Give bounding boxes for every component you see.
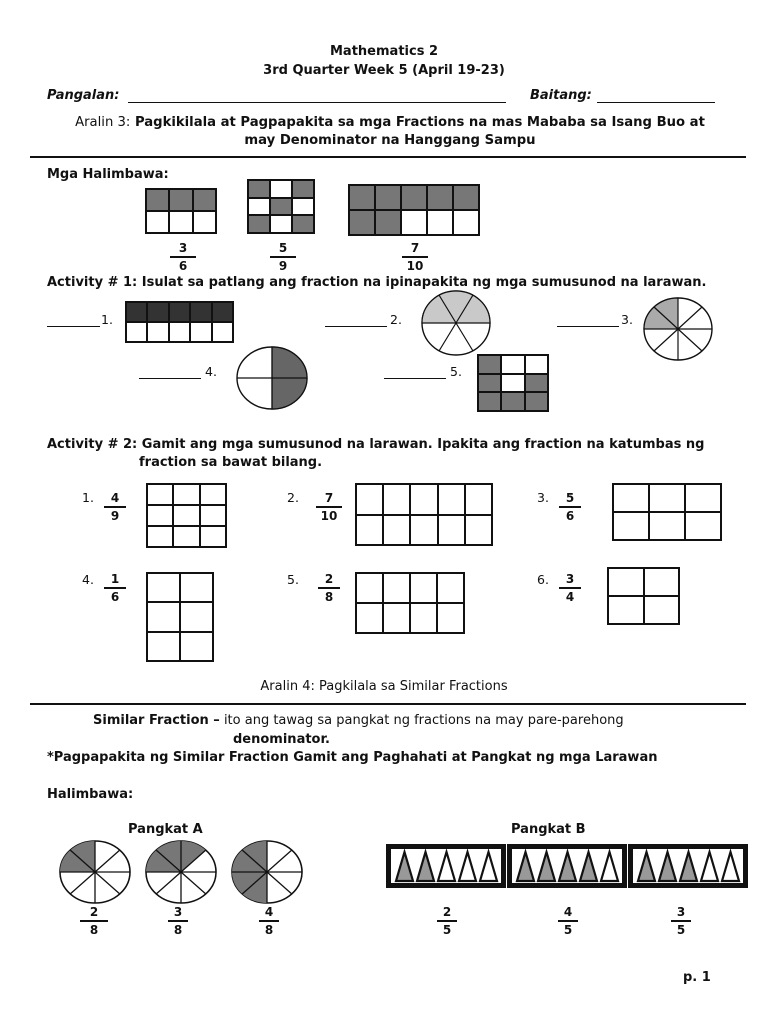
activity2-title-line1: Activity # 2: Gamit ang mga sumusunod na larawan. Ipakita ang fraction na katumbas ng — [47, 437, 705, 452]
lesson3-title-line2: may Denominator na Hanggang Sampu — [244, 133, 536, 148]
definition-text: ito ang tawag sa pangkat ng fractions na may pare-parehong — [219, 713, 624, 728]
divider — [30, 703, 746, 705]
denominator: 5 — [563, 923, 573, 937]
denominator: 5 — [676, 923, 686, 937]
item-number: 1. — [82, 490, 94, 505]
group-a-fraction — [259, 905, 279, 937]
group-a-circle-3-8 — [144, 839, 218, 905]
group-b-fraction — [558, 905, 578, 937]
lesson3-prefix: Aralin 3: — [75, 115, 131, 130]
item-number: 4. — [205, 364, 217, 379]
given-fraction — [104, 491, 126, 523]
group-b-triangle-strips — [386, 844, 748, 888]
numerator: 3 — [178, 241, 188, 255]
page-number: p. 1 — [683, 970, 711, 985]
example-fraction — [270, 241, 296, 273]
examples-label: Mga Halimbawa: — [47, 167, 169, 182]
group-b-fraction — [671, 905, 691, 937]
shading-grid[interactable] — [607, 567, 680, 625]
activity1-grid-1 — [125, 301, 234, 343]
denominator: 8 — [89, 923, 99, 937]
denominator: 4 — [565, 590, 575, 604]
activity1-circle-4 — [236, 346, 308, 410]
numerator: 7 — [410, 241, 420, 255]
shading-grid[interactable] — [355, 483, 493, 546]
shading-grid[interactable] — [355, 572, 465, 634]
item-number: 3. — [537, 490, 549, 505]
denominator: 9 — [110, 509, 120, 523]
shading-grid[interactable] — [146, 572, 214, 662]
activity2-title — [47, 436, 704, 472]
lesson3-title — [40, 114, 740, 150]
answer-blank[interactable] — [384, 378, 446, 379]
item-number: 2. — [287, 490, 299, 505]
item-number: 5. — [287, 572, 299, 587]
given-fraction — [316, 491, 342, 523]
definition — [93, 713, 624, 728]
numerator: 3 — [565, 572, 575, 586]
denominator: 10 — [406, 259, 424, 273]
group-a-fraction — [80, 905, 108, 937]
group-b-label: Pangkat B — [511, 822, 586, 837]
denominator: 8 — [173, 923, 183, 937]
shading-grid[interactable] — [612, 483, 722, 541]
given-fraction — [104, 572, 126, 604]
item-number: 3. — [621, 312, 633, 327]
item-number: 4. — [82, 572, 94, 587]
numerator: 2 — [89, 905, 99, 919]
activity1-grid-5 — [477, 354, 549, 412]
activity1-circle-2 — [421, 290, 491, 356]
numerator: 5 — [278, 241, 288, 255]
given-fraction — [559, 572, 581, 604]
name-blank[interactable] — [128, 102, 506, 103]
example-grid-7-10 — [348, 184, 480, 236]
lesson4-title: Aralin 4: Pagkilala sa Similar Fractions — [260, 679, 508, 694]
denominator: 6 — [178, 259, 188, 273]
group-a-circle-4-8 — [230, 839, 304, 905]
group-a-circle-2-8 — [58, 839, 132, 905]
activity1-title: Activity # 1: Isulat sa patlang ang fraction na ipinapakita ng mga sumusunod na larawan. — [47, 275, 707, 290]
group-b-fraction — [437, 905, 457, 937]
document-quarter: 3rd Quarter Week 5 (April 19-23) — [263, 63, 505, 78]
numerator: 4 — [563, 905, 573, 919]
definition-text-2: denominator. — [233, 732, 330, 747]
answer-blank[interactable] — [139, 378, 201, 379]
item-number: 1. — [101, 312, 113, 327]
numerator: 2 — [324, 572, 334, 586]
denominator: 8 — [264, 923, 274, 937]
example-fraction — [402, 241, 428, 273]
item-number: 5. — [450, 364, 462, 379]
numerator: 3 — [676, 905, 686, 919]
lesson3-title-line1: Pagkikilala at Pagpapakita sa mga Fractions na mas Mababa sa Isang Buo at — [134, 115, 705, 130]
numerator: 4 — [110, 491, 120, 505]
divider — [30, 156, 746, 158]
example-label: Halimbawa: — [47, 787, 134, 802]
denominator: 6 — [565, 509, 575, 523]
example-grid-5-9 — [247, 179, 315, 234]
numerator: 1 — [110, 572, 120, 586]
given-fraction — [559, 491, 581, 523]
example-fraction — [170, 241, 196, 273]
activity2-title-line2: fraction sa bawat bilang. — [139, 455, 323, 470]
answer-blank[interactable] — [557, 326, 619, 327]
denominator: 5 — [442, 923, 452, 937]
document-subject: Mathematics 2 — [330, 44, 438, 59]
denominator: 10 — [320, 509, 338, 523]
name-label: Pangalan: — [47, 88, 120, 103]
grade-label: Baitang: — [530, 88, 592, 103]
grade-blank[interactable] — [597, 102, 715, 103]
denominator: 8 — [324, 590, 334, 604]
activity1-circle-3 — [643, 297, 713, 361]
item-number: 2. — [390, 312, 402, 327]
given-fraction — [318, 572, 340, 604]
numerator: 3 — [173, 905, 183, 919]
numerator: 4 — [264, 905, 274, 919]
definition-term: Similar Fraction – — [93, 713, 220, 728]
answer-blank[interactable] — [325, 326, 387, 327]
numerator: 7 — [324, 491, 334, 505]
example-grid-3-6 — [145, 188, 217, 234]
denominator: 9 — [278, 259, 288, 273]
shading-grid[interactable] — [146, 483, 227, 548]
denominator: 6 — [110, 590, 120, 604]
item-number: 6. — [537, 572, 549, 587]
group-a-fraction — [168, 905, 188, 937]
answer-blank[interactable] — [47, 326, 100, 327]
numerator: 5 — [565, 491, 575, 505]
numerator: 2 — [442, 905, 452, 919]
group-a-label: Pangkat A — [128, 822, 203, 837]
lesson4-note: *Pagpapakita ng Similar Fraction Gamit ang Paghahati at Pangkat ng mga Larawan — [47, 750, 658, 765]
